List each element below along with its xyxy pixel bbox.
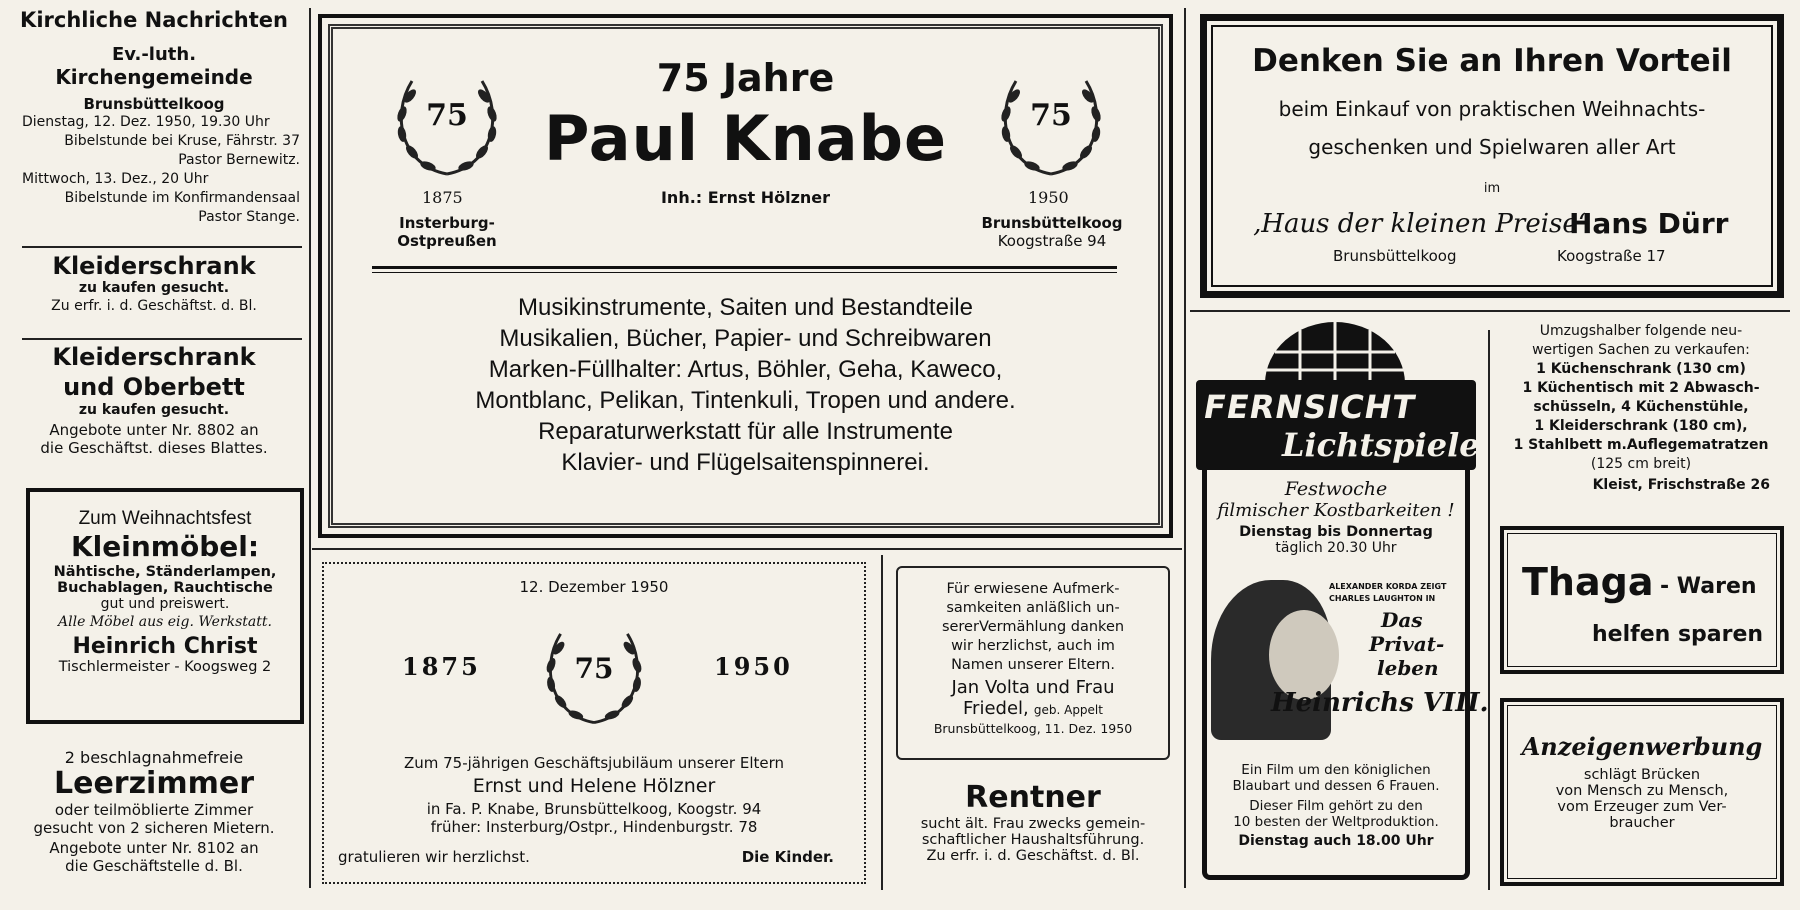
ad-line: Alle Möbel aus eig. Werkstatt.: [58, 614, 272, 630]
year-right: 1950: [1028, 188, 1069, 207]
program-box: [1202, 470, 1489, 880]
kleiderschrank-oberbett-ad: [0, 342, 308, 457]
program-line: täglich 20.30 Uhr: [1275, 540, 1397, 556]
product-list: [322, 292, 1169, 478]
heading: Kirchliche Nachrichten: [20, 8, 288, 32]
ad-line: 1 Küchentisch mit 2 Abwasch-: [1522, 380, 1760, 396]
ad-line: beim Einkauf von praktischen Weihnachts-: [1278, 97, 1706, 121]
org-line: Ev.-luth.: [111, 44, 197, 65]
ad-signature: Die Kinder.: [741, 848, 834, 866]
paul-knabe-ad: [318, 14, 1173, 538]
film-title: Heinrichs VIII.: [1271, 688, 1489, 718]
ad-subtitle: zu kaufen gesucht.: [78, 402, 230, 418]
product-line: Marken-Füllhalter: Artus, Böhler, Geha, Kaweco,: [488, 356, 1003, 383]
dank-ad: [896, 566, 1170, 760]
umzug-ad: [1492, 322, 1790, 495]
ad-names: Friedel,: [963, 698, 1029, 719]
poster-figure: [1269, 610, 1339, 700]
divider: [22, 338, 302, 340]
place: Brunsbüttelkoog: [83, 95, 225, 113]
program-line: Dienstag bis Donnertag: [1239, 524, 1433, 540]
origin-line: Insterburg-: [399, 214, 495, 232]
program-line: Dieser Film gehört zu den: [1249, 798, 1423, 814]
ad-line: Angebote unter Nr. 8802 an: [49, 421, 259, 439]
entry-line: Bibelstunde im Konfirmandensaal: [64, 190, 300, 206]
entry-line: Bibelstunde bei Kruse, Fährstr. 37: [64, 133, 300, 149]
ad-line: Nähtische, Ständerlampen,: [53, 564, 277, 580]
program-line: Ein Film um den königlichen: [1241, 762, 1431, 778]
kirchliche-nachrichten: [0, 8, 308, 227]
ad-birthname: geb. Appelt: [1033, 703, 1103, 717]
vorteil-ad: [1200, 14, 1784, 298]
ad-title: Denken Sie an Ihren Vorteil: [1252, 43, 1732, 79]
entry-line: Pastor Stange.: [198, 209, 300, 225]
cinema-name: FERNSICHT: [1200, 388, 1419, 426]
column-rule: [309, 8, 311, 888]
ad-name: Heinrich Christ: [72, 634, 258, 659]
entry-line: Pastor Bernewitz.: [178, 152, 300, 168]
ad-line: von Mensch zu Mensch,: [1555, 783, 1729, 799]
year-right: 1950: [714, 652, 793, 681]
entry-line: Dienstag, 12. Dez. 1950, 19.30 Uhr: [22, 114, 270, 130]
film-credit: ALEXANDER KORDA ZEIGT: [1329, 582, 1447, 591]
ad-title: Rentner: [965, 780, 1101, 815]
kleinmoebel-ad: [26, 488, 304, 724]
shop-place: Brunsbüttelkoog: [1333, 247, 1457, 265]
org-line: Kirchengemeinde: [55, 65, 253, 89]
row-rule: [312, 548, 1182, 550]
ad-line: samkeiten anläßlich un-: [946, 600, 1120, 616]
ad-top: Zum Weihnachtsfest: [78, 508, 252, 529]
company-name: Paul Knabe: [543, 102, 948, 175]
ad-line: im: [1483, 181, 1501, 196]
ad-line: Buchablagen, Rauchtische: [57, 580, 273, 596]
brand-suffix: - Waren: [1660, 574, 1757, 599]
ad-line: schlägt Brücken: [1583, 767, 1701, 783]
kleiderschrank-ad: [0, 252, 308, 314]
ad-date: 12. Dezember 1950: [519, 578, 669, 596]
thaga-ad: [1500, 526, 1784, 674]
origin-line: Ostpreußen: [397, 232, 497, 250]
ad-line: die Geschäftst. dieses Blattes.: [40, 439, 268, 457]
film-credit: CHARLES LAUGHTON IN: [1329, 594, 1436, 603]
film-title: Das: [1381, 608, 1423, 632]
ad-line: sererVermählung danken: [941, 619, 1125, 635]
product-line: Reparaturwerkstatt für alle Instrumente: [538, 418, 953, 445]
ad-line: geschenken und Spielwaren aller Art: [1308, 135, 1676, 159]
ad-line: Umzugshalber folgende neu-: [1539, 323, 1743, 339]
program-line: 10 besten der Weltproduktion.: [1233, 814, 1439, 830]
inner-border: [1507, 705, 1777, 879]
ad-line: die Geschäftstelle d. Bl.: [65, 857, 243, 875]
address-line: Koogstraße 94: [997, 232, 1107, 250]
owner: Inh.: Ernst Hölzner: [660, 188, 831, 207]
slogan: helfen sparen: [1592, 622, 1764, 647]
ad-line: gesucht von 2 sicheren Mietern.: [33, 819, 275, 837]
ad-title: Kleiderschrank: [52, 252, 256, 280]
film-title: Privat-: [1369, 632, 1445, 656]
origin: [372, 214, 522, 250]
ad-line: gut und preiswert.: [100, 596, 230, 612]
program-line: Blaubart und dessen 6 Frauen.: [1232, 778, 1440, 794]
ad-line: Namen unserer Eltern.: [951, 657, 1115, 673]
ad-note: Zu erfr. i. d. Geschäftst. d. Bl.: [51, 298, 257, 314]
ad-title: Anzeigenwerbung: [1521, 732, 1763, 761]
leerzimmer-ad: [0, 748, 308, 875]
ad-line: in Fa. P. Knabe, Brunsbüttelkoog, Koogstr. 94: [426, 800, 762, 818]
ad-line: 1 Kleiderschrank (180 cm),: [1534, 418, 1748, 434]
year-left: 1875: [402, 652, 481, 681]
ad-footer: Tischlermeister - Koogsweg 2: [58, 659, 272, 675]
wreath-number: 75: [426, 98, 468, 133]
divider: [372, 272, 1117, 273]
column-rule: [1488, 330, 1490, 890]
ad-title: Kleiderschrank: [52, 343, 256, 371]
wreath-number: 75: [1030, 98, 1072, 133]
anniversary-heading: 75 Jahre: [656, 56, 835, 100]
ad-line: wertigen Sachen zu verkaufen:: [1532, 342, 1750, 358]
program-line: Dienstag auch 18.00 Uhr: [1238, 833, 1434, 849]
column-rule: [1184, 8, 1186, 888]
rentner-ad: [888, 780, 1178, 864]
product-line: Klavier- und Flügelsaitenspinnerei.: [561, 449, 930, 476]
program-line: Festwoche: [1284, 478, 1388, 500]
cinema-subtitle: Lichtspiele: [1282, 426, 1480, 464]
jubilaeum-text: [324, 754, 864, 836]
address-line: Brunsbüttelkoog: [981, 214, 1123, 232]
row-rule: [1190, 310, 1790, 312]
ad-line: Angebote unter Nr. 8102 an: [49, 839, 259, 857]
product-line: Montblanc, Pelikan, Tintenkuli, Tropen und andere.: [475, 387, 1016, 414]
ad-line: schaftlicher Haushaltsführung.: [921, 832, 1145, 848]
year-left: 1875: [422, 188, 463, 207]
address: [962, 214, 1142, 250]
ad-line: gratulieren wir herzlichst.: [338, 848, 530, 866]
ad-line: 1 Stahlbett m.Auflegematratzen: [1513, 437, 1769, 453]
ad-names: Jan Volta und Frau: [951, 677, 1115, 698]
ad-top: 2 beschlagnahmefreie: [64, 748, 244, 767]
brand-name: Thaga: [1522, 560, 1654, 604]
ad-line: wir herzlichst, auch im: [951, 638, 1115, 654]
film-title: leben: [1377, 656, 1439, 680]
divider: [372, 266, 1117, 269]
ad-subtitle: zu kaufen gesucht.: [78, 280, 230, 296]
program-line: filmischer Kostbarkeiten !: [1217, 500, 1455, 521]
ad-title: und Oberbett: [63, 373, 245, 401]
ad-title: Leerzimmer: [53, 766, 254, 801]
ad-line: früher: Insterburg/Ostpr., Hindenburgstr. 78: [430, 818, 758, 836]
jubilaeum-ad: [322, 562, 866, 884]
wreath-number: 75: [574, 652, 614, 685]
shop-street: Koogstraße 17: [1557, 247, 1666, 265]
entry-line: Mittwoch, 13. Dez., 20 Uhr: [22, 171, 209, 187]
ad-line: oder teilmöblierte Zimmer: [54, 801, 254, 819]
fernsicht-lichtspiele-ad: [1196, 322, 1489, 888]
ad-line: Zu erfr. i. d. Geschäftst. d. Bl.: [926, 848, 1140, 864]
product-line: Musikalien, Bücher, Papier- und Schreibwaren: [499, 325, 992, 352]
shop-owner: Hans Dürr: [1569, 207, 1729, 240]
ad-line: sucht ält. Frau zwecks gemein-: [920, 816, 1146, 832]
ad-line: Zum 75-jährigen Geschäftsjubiläum unserer Eltern: [403, 754, 785, 772]
divider: [22, 246, 302, 248]
ad-signature: Kleist, Frischstraße 26: [1592, 477, 1770, 493]
ad-footer: Brunsbüttelkoog, 11. Dez. 1950: [933, 721, 1133, 736]
film-description: [1207, 762, 1465, 849]
ad-title: Kleinmöbel:: [70, 530, 260, 563]
ad-line: Für erwiesene Aufmerk-: [946, 581, 1120, 597]
ad-line: 1 Küchenschrank (130 cm): [1536, 361, 1746, 377]
shop-name: ‚Haus der kleinen Preise‘: [1253, 209, 1587, 239]
ad-line: vom Erzeuger zum Ver-: [1557, 799, 1727, 815]
film-poster: [1211, 580, 1489, 740]
ad-line: schüsseln, 4 Küchenstühle,: [1533, 399, 1749, 415]
ad-names: Ernst und Helene Hölzner: [472, 775, 716, 797]
product-line: Musikinstrumente, Saiten und Bestandteile: [518, 294, 973, 321]
column-rule: [881, 555, 883, 890]
ad-line: braucher: [1609, 815, 1675, 831]
globe-icon: [1260, 322, 1410, 384]
ad-line: (125 cm breit): [1590, 456, 1692, 472]
anzeigenwerbung-ad: [1500, 698, 1784, 886]
